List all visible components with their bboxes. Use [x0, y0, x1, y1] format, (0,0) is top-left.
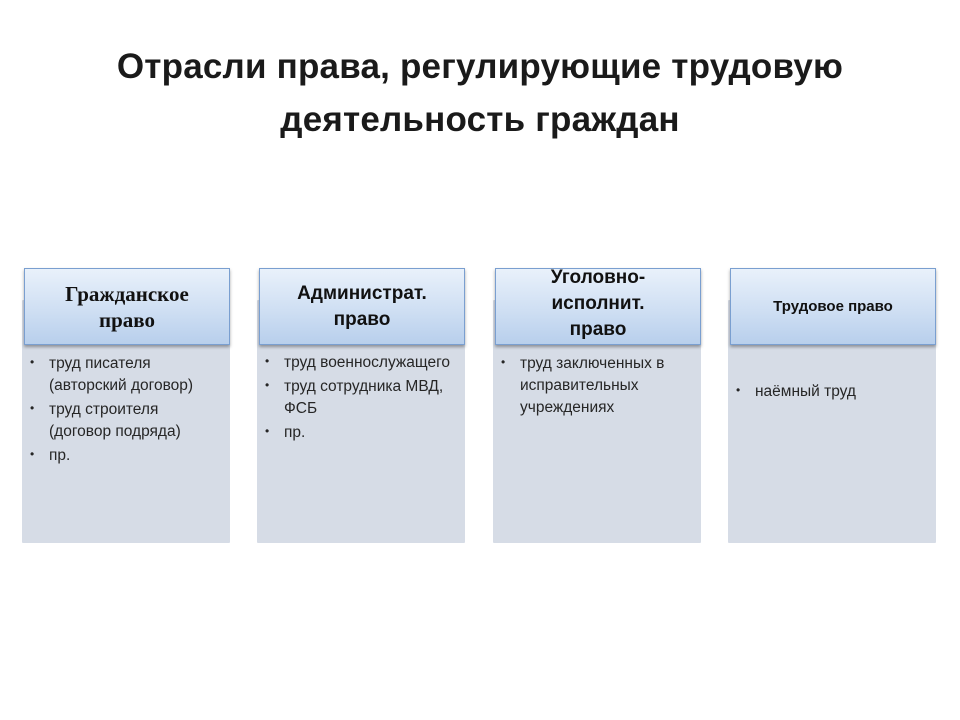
civil-law-list: [24, 353, 204, 469]
bullet-icon: •: [501, 355, 506, 369]
slide-title-line-1: Отрасли права, регулирующие трудовую: [116, 47, 844, 86]
labor-law-header: [730, 268, 936, 345]
administrative-law-header: [259, 268, 465, 345]
list-item: • труд военнослужащего: [265, 354, 451, 371]
penal-law-header: [495, 268, 701, 345]
list-item: • пр.: [265, 424, 306, 441]
administrative-law-header-label: Администрат. право: [297, 282, 427, 330]
labor-law-list: [730, 381, 930, 405]
bullet-icon: •: [265, 424, 270, 438]
administrative-law-list: [259, 352, 459, 446]
bullet-icon: •: [265, 354, 270, 368]
penal-law-header-label: Уголовно-исполнит. право: [550, 268, 646, 340]
labor-law-header-label: Трудовое право: [773, 297, 893, 315]
list-item: • труд заключенных в исправительных учреждениях: [501, 355, 665, 416]
civil-law-header-label: Гражданское право: [65, 281, 189, 332]
bullet-icon: •: [30, 401, 35, 415]
list-item: • пр.: [30, 447, 71, 464]
bullet-icon: •: [265, 378, 270, 392]
penal-law-list: [495, 353, 695, 421]
civil-law-header: [24, 268, 230, 345]
slide-title: [40, 40, 920, 146]
list-item: • труд писателя (авторский договор): [30, 355, 194, 394]
list-item: • наёмный труд: [736, 383, 856, 400]
bullet-icon: •: [30, 447, 35, 461]
list-item: • труд сотрудника МВД, ФСБ: [265, 378, 444, 417]
bullet-icon: •: [736, 383, 741, 397]
list-item: • труд строителя (договор подряда): [30, 401, 181, 440]
bullet-icon: •: [30, 355, 35, 369]
slide-title-line-2: деятельность граждан: [280, 100, 680, 139]
